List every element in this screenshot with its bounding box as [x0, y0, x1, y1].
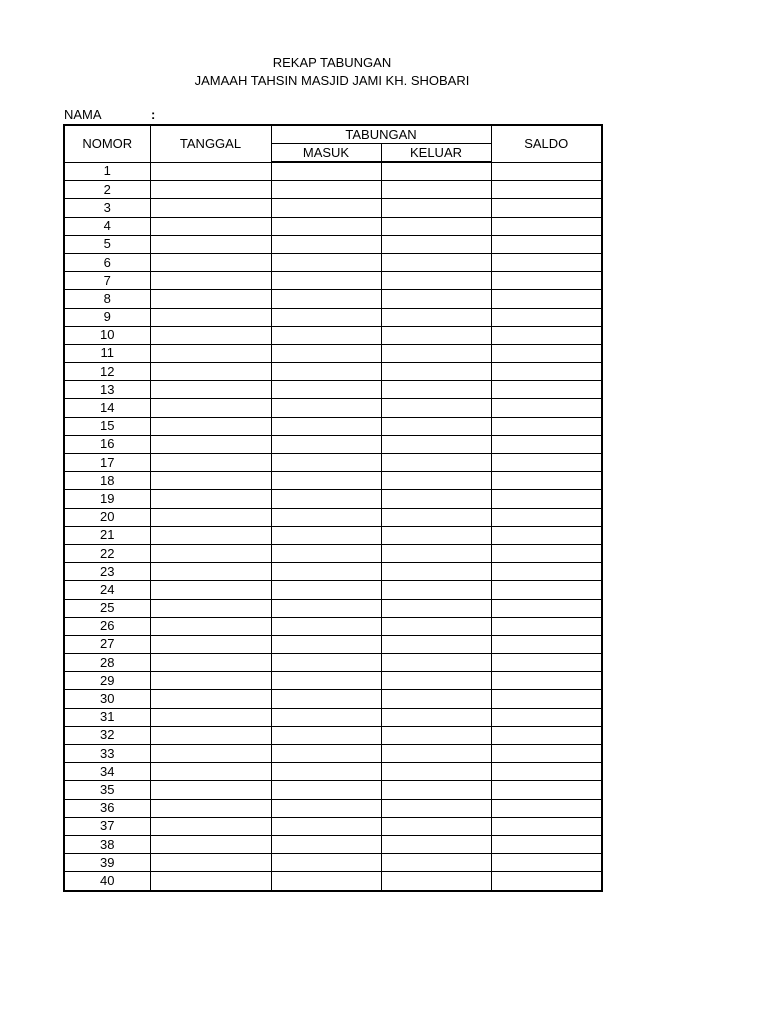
keluar-cell[interactable] — [381, 508, 491, 526]
tanggal-cell[interactable] — [150, 745, 271, 763]
saldo-cell[interactable] — [491, 799, 602, 817]
table-row — [64, 381, 602, 399]
row-number-cell: 36 — [64, 799, 150, 817]
ledger-body — [64, 162, 602, 891]
masuk-cell[interactable] — [271, 835, 381, 853]
tanggal-cell[interactable] — [150, 690, 271, 708]
tanggal-cell[interactable] — [150, 635, 271, 653]
table-row — [64, 508, 602, 526]
tanggal-cell[interactable] — [150, 617, 271, 635]
table-row — [64, 290, 602, 308]
saldo-cell[interactable] — [491, 635, 602, 653]
keluar-cell[interactable] — [381, 745, 491, 763]
masuk-cell[interactable] — [271, 217, 381, 235]
masuk-cell[interactable] — [271, 745, 381, 763]
row-number-cell: 8 — [64, 290, 150, 308]
table-row — [64, 563, 602, 581]
row-number-cell: 33 — [64, 745, 150, 763]
tanggal-cell[interactable] — [150, 563, 271, 581]
tanggal-cell[interactable] — [150, 472, 271, 490]
masuk-cell[interactable] — [271, 635, 381, 653]
tanggal-cell[interactable] — [150, 672, 271, 690]
masuk-cell[interactable] — [271, 854, 381, 872]
keluar-cell[interactable] — [381, 854, 491, 872]
saldo-cell[interactable] — [491, 381, 602, 399]
saldo-cell[interactable] — [491, 708, 602, 726]
table-row — [64, 526, 602, 544]
tanggal-cell[interactable] — [150, 654, 271, 672]
masuk-cell[interactable] — [271, 417, 381, 435]
tanggal-cell[interactable] — [150, 454, 271, 472]
masuk-cell[interactable] — [271, 872, 381, 891]
saldo-cell[interactable] — [491, 454, 602, 472]
document-title: REKAP TABUNGAN — [272, 55, 392, 70]
row-number-cell: 15 — [64, 417, 150, 435]
table-row — [64, 872, 602, 891]
keluar-cell[interactable] — [381, 617, 491, 635]
tanggal-cell[interactable] — [150, 381, 271, 399]
keluar-cell[interactable] — [381, 763, 491, 781]
table-row — [64, 690, 602, 708]
masuk-cell[interactable] — [271, 726, 381, 744]
table-row — [64, 217, 602, 235]
tanggal-cell[interactable] — [150, 363, 271, 381]
keluar-cell[interactable] — [381, 344, 491, 362]
saldo-cell[interactable] — [491, 181, 602, 199]
saldo-cell[interactable] — [491, 162, 602, 181]
row-number-cell: 2 — [64, 181, 150, 199]
tanggal-cell[interactable] — [150, 344, 271, 362]
table-row — [64, 854, 602, 872]
keluar-cell[interactable] — [381, 253, 491, 271]
saldo-cell[interactable] — [491, 763, 602, 781]
saldo-cell[interactable] — [491, 235, 602, 253]
table-row — [64, 763, 602, 781]
row-number-cell: 12 — [64, 363, 150, 381]
tanggal-cell[interactable] — [150, 235, 271, 253]
row-number-cell: 26 — [64, 617, 150, 635]
column-header-tanggal: TANGGAL — [150, 125, 271, 162]
row-number-cell: 25 — [64, 599, 150, 617]
keluar-cell[interactable] — [381, 308, 491, 326]
row-number-cell: 13 — [64, 381, 150, 399]
masuk-cell[interactable] — [271, 799, 381, 817]
document-subtitle: JAMAAH TAHSIN MASJID JAMI KH. SHOBARI — [194, 73, 470, 88]
saldo-cell[interactable] — [491, 690, 602, 708]
table-row — [64, 745, 602, 763]
name-label: NAMA — [64, 107, 102, 122]
tanggal-cell[interactable] — [150, 599, 271, 617]
row-number-cell: 29 — [64, 672, 150, 690]
tanggal-cell[interactable] — [150, 544, 271, 562]
saldo-cell[interactable] — [491, 217, 602, 235]
saldo-cell[interactable] — [491, 581, 602, 599]
tanggal-cell[interactable] — [150, 181, 271, 199]
saldo-cell[interactable] — [491, 326, 602, 344]
row-number-cell: 19 — [64, 490, 150, 508]
row-number-cell: 30 — [64, 690, 150, 708]
masuk-cell[interactable] — [271, 326, 381, 344]
saldo-cell[interactable] — [491, 563, 602, 581]
masuk-cell[interactable] — [271, 253, 381, 271]
keluar-cell[interactable] — [381, 235, 491, 253]
saldo-cell[interactable] — [491, 654, 602, 672]
masuk-cell[interactable] — [271, 599, 381, 617]
column-header-nomor: NOMOR — [64, 125, 150, 162]
row-number-cell: 35 — [64, 781, 150, 799]
masuk-cell[interactable] — [271, 472, 381, 490]
keluar-cell[interactable] — [381, 454, 491, 472]
row-number-cell: 32 — [64, 726, 150, 744]
table-row — [64, 672, 602, 690]
row-number-cell: 21 — [64, 526, 150, 544]
row-number-cell: 22 — [64, 544, 150, 562]
masuk-cell[interactable] — [271, 544, 381, 562]
tanggal-cell[interactable] — [150, 708, 271, 726]
masuk-cell[interactable] — [271, 508, 381, 526]
tanggal-cell[interactable] — [150, 763, 271, 781]
row-number-cell: 39 — [64, 854, 150, 872]
row-number-cell: 5 — [64, 235, 150, 253]
table-row — [64, 199, 602, 217]
row-number-cell: 40 — [64, 872, 150, 891]
table-row — [64, 599, 602, 617]
saldo-cell[interactable] — [491, 435, 602, 453]
masuk-cell[interactable] — [271, 363, 381, 381]
masuk-cell[interactable] — [271, 781, 381, 799]
saldo-cell[interactable] — [491, 745, 602, 763]
saldo-cell[interactable] — [491, 344, 602, 362]
saldo-cell[interactable] — [491, 253, 602, 271]
table-row — [64, 544, 602, 562]
row-number-cell: 16 — [64, 435, 150, 453]
saldo-cell[interactable] — [491, 508, 602, 526]
keluar-cell[interactable] — [381, 872, 491, 891]
masuk-cell[interactable] — [271, 290, 381, 308]
keluar-cell[interactable] — [381, 290, 491, 308]
saldo-cell[interactable] — [491, 672, 602, 690]
masuk-cell[interactable] — [271, 490, 381, 508]
tanggal-cell[interactable] — [150, 726, 271, 744]
saldo-cell[interactable] — [491, 617, 602, 635]
keluar-cell[interactable] — [381, 599, 491, 617]
table-row — [64, 272, 602, 290]
masuk-cell[interactable] — [271, 581, 381, 599]
keluar-cell[interactable] — [381, 217, 491, 235]
table-row — [64, 835, 602, 853]
column-header-saldo: SALDO — [491, 125, 602, 162]
keluar-cell[interactable] — [381, 635, 491, 653]
keluar-cell[interactable] — [381, 472, 491, 490]
row-number-cell: 9 — [64, 308, 150, 326]
saldo-cell[interactable] — [491, 854, 602, 872]
keluar-cell[interactable] — [381, 272, 491, 290]
keluar-cell[interactable] — [381, 781, 491, 799]
name-colon: : — [151, 107, 156, 122]
masuk-cell[interactable] — [271, 454, 381, 472]
masuk-cell[interactable] — [271, 526, 381, 544]
tanggal-cell[interactable] — [150, 290, 271, 308]
table-row — [64, 435, 602, 453]
tanggal-cell[interactable] — [150, 308, 271, 326]
row-number-cell: 20 — [64, 508, 150, 526]
saldo-cell[interactable] — [491, 544, 602, 562]
table-row — [64, 708, 602, 726]
saldo-cell[interactable] — [491, 599, 602, 617]
saldo-cell[interactable] — [491, 781, 602, 799]
savings-ledger-table — [63, 124, 603, 892]
tanggal-cell[interactable] — [150, 835, 271, 853]
tanggal-cell[interactable] — [150, 253, 271, 271]
tanggal-cell[interactable] — [150, 854, 271, 872]
keluar-cell[interactable] — [381, 181, 491, 199]
table-row — [64, 363, 602, 381]
table-row — [64, 581, 602, 599]
saldo-cell[interactable] — [491, 199, 602, 217]
tanggal-cell[interactable] — [150, 872, 271, 891]
saldo-cell[interactable] — [491, 872, 602, 891]
row-number-cell: 28 — [64, 654, 150, 672]
keluar-cell[interactable] — [381, 817, 491, 835]
table-row — [64, 799, 602, 817]
keluar-cell[interactable] — [381, 835, 491, 853]
keluar-cell[interactable] — [381, 399, 491, 417]
masuk-cell[interactable] — [271, 435, 381, 453]
tanggal-cell[interactable] — [150, 417, 271, 435]
table-row — [64, 326, 602, 344]
keluar-cell[interactable] — [381, 381, 491, 399]
masuk-cell[interactable] — [271, 181, 381, 199]
masuk-cell[interactable] — [271, 235, 381, 253]
tanggal-cell[interactable] — [150, 799, 271, 817]
masuk-cell[interactable] — [271, 708, 381, 726]
tanggal-cell[interactable] — [150, 162, 271, 181]
keluar-cell[interactable] — [381, 581, 491, 599]
table-row — [64, 472, 602, 490]
saldo-cell[interactable] — [491, 308, 602, 326]
keluar-cell[interactable] — [381, 490, 491, 508]
row-number-cell: 17 — [64, 454, 150, 472]
row-number-cell: 1 — [64, 162, 150, 181]
keluar-cell[interactable] — [381, 799, 491, 817]
keluar-cell[interactable] — [381, 417, 491, 435]
table-row — [64, 308, 602, 326]
masuk-cell[interactable] — [271, 763, 381, 781]
keluar-cell[interactable] — [381, 672, 491, 690]
row-number-cell: 4 — [64, 217, 150, 235]
column-header-keluar: KELUAR — [381, 144, 491, 163]
row-number-cell: 34 — [64, 763, 150, 781]
row-number-cell: 14 — [64, 399, 150, 417]
keluar-cell[interactable] — [381, 435, 491, 453]
table-row — [64, 454, 602, 472]
masuk-cell[interactable] — [271, 690, 381, 708]
keluar-cell[interactable] — [381, 726, 491, 744]
row-number-cell: 18 — [64, 472, 150, 490]
tanggal-cell[interactable] — [150, 399, 271, 417]
table-row — [64, 162, 602, 181]
tanggal-cell[interactable] — [150, 581, 271, 599]
tanggal-cell[interactable] — [150, 217, 271, 235]
row-number-cell: 24 — [64, 581, 150, 599]
masuk-cell[interactable] — [271, 617, 381, 635]
row-number-cell: 23 — [64, 563, 150, 581]
row-number-cell: 6 — [64, 253, 150, 271]
tanggal-cell[interactable] — [150, 508, 271, 526]
masuk-cell[interactable] — [271, 654, 381, 672]
column-header-masuk: MASUK — [271, 144, 381, 163]
table-row — [64, 181, 602, 199]
masuk-cell[interactable] — [271, 563, 381, 581]
table-row — [64, 817, 602, 835]
tanggal-cell[interactable] — [150, 326, 271, 344]
saldo-cell[interactable] — [491, 526, 602, 544]
table-row — [64, 235, 602, 253]
tanggal-cell[interactable] — [150, 781, 271, 799]
keluar-cell[interactable] — [381, 363, 491, 381]
tanggal-cell[interactable] — [150, 490, 271, 508]
table-row — [64, 490, 602, 508]
table-row — [64, 726, 602, 744]
tanggal-cell[interactable] — [150, 817, 271, 835]
saldo-cell[interactable] — [491, 726, 602, 744]
keluar-cell[interactable] — [381, 526, 491, 544]
saldo-cell[interactable] — [491, 817, 602, 835]
keluar-cell[interactable] — [381, 326, 491, 344]
row-number-cell: 10 — [64, 326, 150, 344]
table-row — [64, 253, 602, 271]
saldo-cell[interactable] — [491, 835, 602, 853]
table-row — [64, 399, 602, 417]
table-row — [64, 781, 602, 799]
column-header-tabungan: TABUNGAN — [271, 125, 491, 144]
tanggal-cell[interactable] — [150, 435, 271, 453]
masuk-cell[interactable] — [271, 381, 381, 399]
masuk-cell[interactable] — [271, 672, 381, 690]
row-number-cell: 3 — [64, 199, 150, 217]
row-number-cell: 7 — [64, 272, 150, 290]
row-number-cell: 38 — [64, 835, 150, 853]
saldo-cell[interactable] — [491, 363, 602, 381]
keluar-cell[interactable] — [381, 544, 491, 562]
masuk-cell[interactable] — [271, 272, 381, 290]
saldo-cell[interactable] — [491, 399, 602, 417]
keluar-cell[interactable] — [381, 708, 491, 726]
saldo-cell[interactable] — [491, 472, 602, 490]
row-number-cell: 37 — [64, 817, 150, 835]
masuk-cell[interactable] — [271, 817, 381, 835]
masuk-cell[interactable] — [271, 199, 381, 217]
table-row — [64, 417, 602, 435]
keluar-cell[interactable] — [381, 563, 491, 581]
masuk-cell[interactable] — [271, 308, 381, 326]
table-row — [64, 654, 602, 672]
tanggal-cell[interactable] — [150, 272, 271, 290]
table-row — [64, 635, 602, 653]
saldo-cell[interactable] — [491, 417, 602, 435]
keluar-cell[interactable] — [381, 690, 491, 708]
masuk-cell[interactable] — [271, 162, 381, 181]
row-number-cell: 27 — [64, 635, 150, 653]
saldo-cell[interactable] — [491, 490, 602, 508]
masuk-cell[interactable] — [271, 344, 381, 362]
keluar-cell[interactable] — [381, 162, 491, 181]
saldo-cell[interactable] — [491, 272, 602, 290]
tanggal-cell[interactable] — [150, 526, 271, 544]
table-row — [64, 617, 602, 635]
row-number-cell: 31 — [64, 708, 150, 726]
table-row — [64, 344, 602, 362]
keluar-cell[interactable] — [381, 654, 491, 672]
saldo-cell[interactable] — [491, 290, 602, 308]
tanggal-cell[interactable] — [150, 199, 271, 217]
row-number-cell: 11 — [64, 344, 150, 362]
masuk-cell[interactable] — [271, 399, 381, 417]
keluar-cell[interactable] — [381, 199, 491, 217]
